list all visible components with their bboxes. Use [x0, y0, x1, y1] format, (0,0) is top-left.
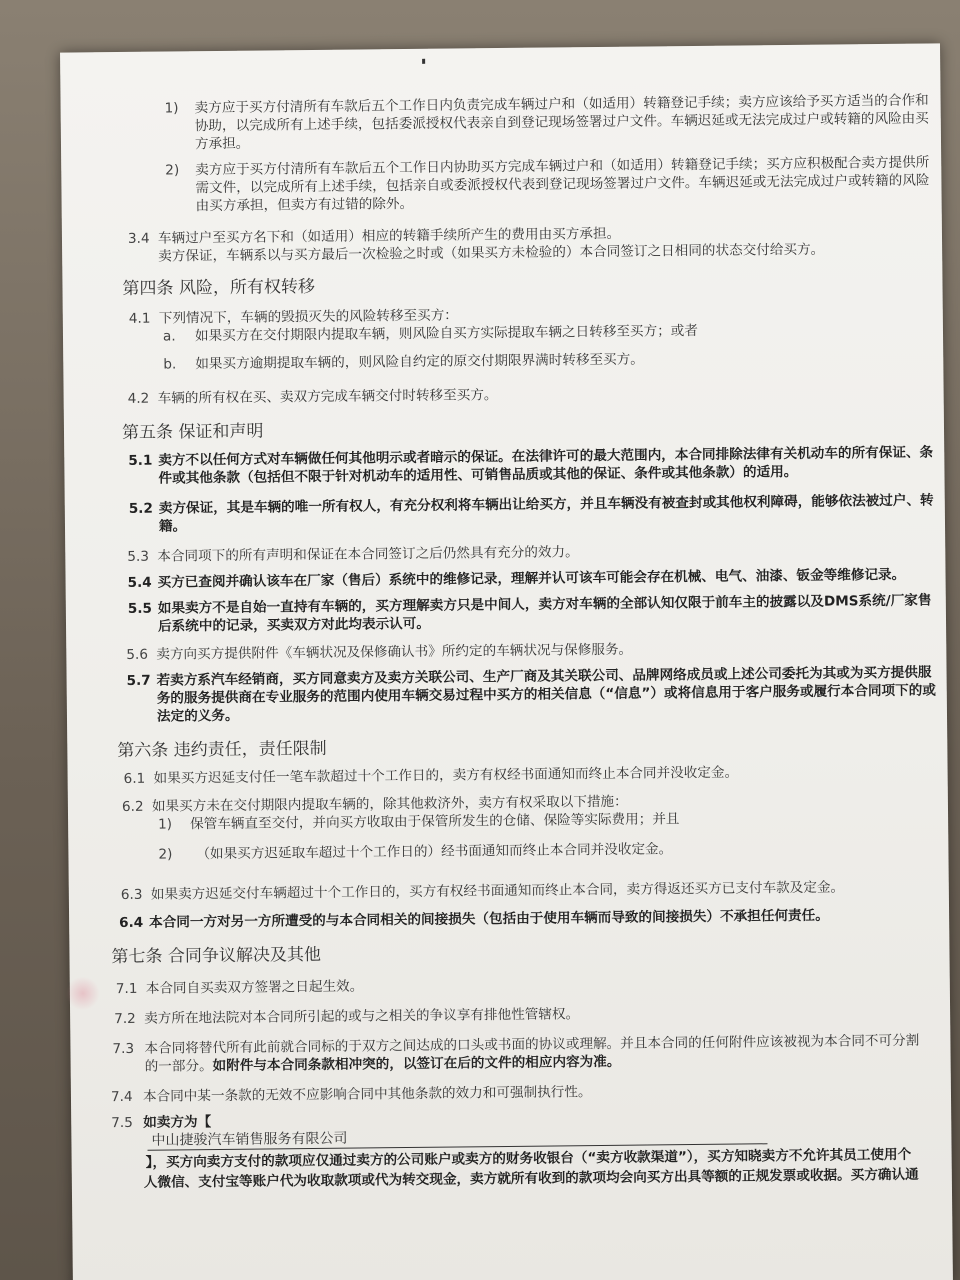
article-heading: 第四条 风险，所有权转移 — [122, 276, 316, 299]
clause-number: 6.2 — [121, 798, 144, 816]
clause-text — [145, 1053, 621, 1076]
stamp-mark — [66, 976, 100, 1010]
item-number: 1) — [164, 100, 179, 117]
item-number: 2) — [158, 846, 173, 863]
clause-text-part: 的一部分。 — [144, 1058, 213, 1075]
clause-text: 下列情况下，车辆的毁损灭失的风险转移至买方： — [158, 307, 458, 327]
clause-text: 务的服务提供商在专业服务的范围内使用车辆交易过程中买方的相关信息（“信息”）或将信息用于客户服务或履行本合同项下的或 — [156, 682, 936, 707]
clause-text: 若卖方系汽车经销商，买方同意卖方及卖方关联公司、生产厂商及其关联公司、品牌网络成员或上述公司委托为其或为买方提供服 — [156, 664, 932, 689]
clause-text: 卖方应于买方付清所有车款后五个工作日内协助买方完成车辆过户和（如适用）转籍登记手续；买方应积极配合卖方提供所 — [195, 154, 930, 179]
clause-text: 卖方保证，其是车辆的唯一所有权人，有充分权利将车辆出让给买方，并且车辆没有被查封或其他权利障碍，能够依法被过户、转 — [158, 492, 934, 517]
clause-number: 5.6 — [126, 646, 149, 663]
clause-text: 籍。 — [158, 518, 187, 535]
clause-text: 卖方不以任何方式对车辆做任何其他明示或者暗示的保证。在法律许可的最大范围内，本合同排除法律有关机动车的所有保证、条 — [158, 444, 934, 469]
clause-text: 卖方应于买方付清所有车款后五个工作日内负责完成车辆过户和（如适用）转籍登记手续；卖方应该给予买方适当的合作和 — [194, 92, 929, 117]
clause-text: 车辆过户至买方名下和（如适用）相应的转籍手续所产生的费用由买方承担。 — [157, 225, 621, 247]
item-number: b. — [163, 356, 177, 373]
clause-text: 如果买方迟延支付任一笔车款超过十个工作日的，卖方有权经书面通知而终止本合同并没收定金。 — [153, 764, 739, 787]
contract-page — [60, 43, 953, 1280]
clause-text: 需文件，以完成所有上述手续，包括亲自或委派授权代表到登记现场签署过户文件。车辆迟延或无法完成过户或转籍的风险 — [195, 172, 930, 197]
item-number: a. — [162, 328, 176, 345]
clause-number: 4.1 — [128, 310, 151, 327]
clause-number: 3.4 — [127, 230, 150, 247]
clause-text: 车辆的所有权在买、卖双方完成车辆交付时转移至买方。 — [157, 387, 498, 407]
clause-number: 7.5 — [111, 1114, 133, 1132]
clause-number: 5.7 — [126, 672, 151, 689]
clause-number: 5.5 — [127, 600, 153, 617]
clause-number: 5.4 — [127, 574, 152, 591]
clause-number: 7.4 — [110, 1088, 133, 1106]
clause-number: 6.1 — [123, 770, 146, 787]
clause-number: 6.3 — [120, 886, 143, 904]
clause-number: 7.1 — [115, 980, 138, 998]
clause-text: 如果买方逾期提取车辆的，则风险自约定的原交付期限界满时转移至买方。 — [195, 351, 644, 373]
article-heading: 第五条 保证和声明 — [121, 421, 264, 443]
clause-number: 7.2 — [114, 1010, 136, 1028]
clause-text: 如果卖方不是自始一直持有车辆的，买方理解卖方只是中间人，卖方对车辆的全部认知仅限于前车主的披露以及DMS系统/厂家售 — [157, 592, 932, 617]
clause-number: 5.2 — [128, 500, 153, 517]
clause-text: 卖方保证，车辆系以与买方最后一次检验之时或（如果买方未检验的）本合同签订之日相同的状态交付给买方。 — [158, 241, 825, 265]
clause-text: 本合同将替代所有此前就合同标的于双方之间达成的口头或书面的协议或理解。并且本合同的任何附件应该被视为本合同不可分割 — [144, 1032, 920, 1057]
clause-text: 协助，以完成所有上述手续，包括委派授权代表亲自到登记现场签署过户文件。车辆迟延或无法完成过户或转籍的风险由买 — [194, 110, 929, 135]
item-number: 1) — [158, 816, 173, 833]
clause-text: 如卖方为【 — [143, 1114, 212, 1131]
clause-text: 方承担。 — [194, 135, 250, 153]
clause-text: 如果买方在交付期限内提取车辆，则风险自买方实际提取车辆之日转移至买方；或者 — [194, 322, 699, 345]
article-heading: 第六条 违约责任，责任限制 — [117, 738, 327, 762]
clause-text: 本合同项下的所有声明和保证在本合同签订之后仍然具有充分的效力。 — [157, 544, 579, 565]
clause-text: 本合同一方对另一方所遭受的与本合同相关的间接损失（包括由于使用车辆而导致的间接损失）不承担任何责任。 — [149, 907, 829, 931]
clause-text: 如果买方未在交付期限内提取车辆的，除其他救济外，卖方有权采取以下措施： — [151, 793, 628, 815]
clause-number: 7.3 — [112, 1040, 135, 1058]
clause-text: 】，买方向卖方支付的款项应仅通过卖方的公司账户或卖方的财务收银台（“卖方收款渠道”），买方知晓卖方不允许其员工使用个 — [145, 1146, 912, 1171]
clause-text: 本合同自买卖双方签署之日起生效。 — [145, 978, 364, 997]
clause-text: 件或其他条款（包括但不限于针对机动车的适用性、可销售品质或其他的保证、条件或其他条款）的适用。 — [158, 463, 798, 487]
clause-text: 后系统中的记录，买卖双方对此均表示认可。 — [157, 615, 430, 635]
clause-number: 4.2 — [127, 390, 150, 407]
clause-text: 卖方所在地法院对本合同所引起的或与之相关的争议享有排他性管辖权。 — [144, 1006, 580, 1027]
clause-text: 本合同中某一条款的无效不应影响合同中其他条款的效力和可强制执行性。 — [142, 1084, 592, 1105]
clause-text: 人微信、支付宝等账户代为收取款项或代为转交现金，卖方就所有收到的款项均会向买方出具等额的正规发票或收据。买方确认通 — [143, 1166, 919, 1191]
clause-text: 由买方承担，但卖方有过错的除外。 — [195, 195, 414, 215]
seller-name: 中山捷骏汽车销售服务有限公司 — [151, 1130, 348, 1149]
clause-text: 法定的义务。 — [156, 707, 239, 725]
clause-text: 卖方向买方提供附件《车辆状况及保修确认书》所约定的车辆状况与保修服务。 — [156, 641, 633, 663]
clause-text: 保管车辆直至交付，并向买方收取由于保管所发生的仓储、保险等实际费用；并且 — [190, 811, 680, 833]
clause-text: 买方已查阅并确认该车在厂家（售后）系统中的维修记录，理解并认可该车可能会存在机械、电气、油漆、钣金等维修记录。 — [157, 566, 906, 591]
item-number: 2) — [165, 162, 180, 179]
article-heading: 第七条 合同争议解决及其他 — [111, 944, 321, 968]
clause-text-bold: 如附件与本合同条款相冲突的，以签订在后的文件的相应内容为准。 — [212, 1053, 621, 1075]
clause-number: 5.1 — [128, 452, 153, 469]
clause-number: 6.4 — [119, 914, 144, 932]
clause-text: （如果买方迟延取车超过十个工作日的）经书面通知而终止本合同并没收定金。 — [196, 841, 673, 863]
punch-mark — [422, 59, 425, 64]
clause-text: 如果卖方迟延交付车辆超过十个工作日的，买方有权经书面通知而终止本合同，卖方得返还买方已支付车款及定金。 — [150, 879, 845, 903]
clause-number: 5.3 — [127, 548, 150, 565]
